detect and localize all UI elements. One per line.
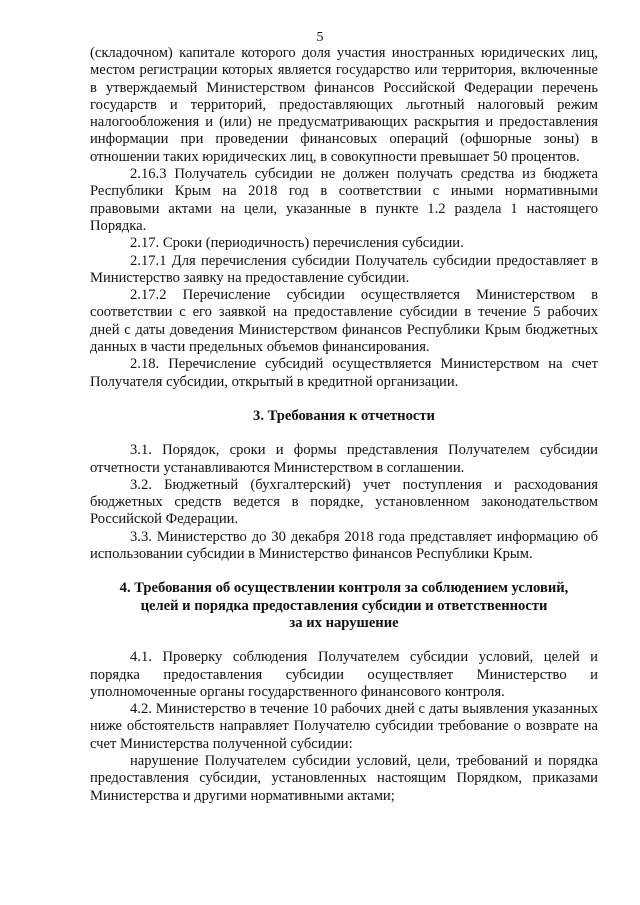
section-3-heading: 3. Требования к отчетности — [253, 407, 435, 424]
paragraph-4-2: 4.2. Министерство в течение 10 рабочих дней с даты выявления указанных ниже обстоятельств направляет Получателю субсидии требование о возврате на счет Министерства полученной субсидии: — [90, 701, 598, 752]
section-4-heading-line-1: 4. Требования об осуществлении контроля за соблюдением условий, — [119, 580, 569, 597]
section-4-heading — [90, 580, 598, 632]
paragraph-2-17-1: 2.17.1 Для перечисления субсидии Получатель субсидии предоставляет в Министерство заявку на предоставление субсидии. — [90, 252, 598, 286]
paragraph-3-3: 3.3. Министерство до 30 декабря 2018 года представляет информацию об использовании субсидии в Министерство финансов Республики Крым. — [90, 528, 598, 563]
paragraph-2-18: 2.18. Перечисление субсидий осуществляется Министерством на счет Получателя субсидии, открытый в кредитной организации. — [90, 356, 598, 390]
page-number: 5 — [316, 30, 324, 45]
paragraph-3-1: 3.1. Порядок, сроки и формы представления Получателем субсидии отчетности устанавливаются Министерством в соглашении. — [90, 442, 598, 476]
paragraph-2-16-3: 2.16.3 Получатель субсидии не должен получать средства из бюджета Республики Крым на 2018 год в соответствии с иными нормативными правовыми актами на цели, указанные в пункте 1.2 раздела 1 настоящего Порядка. — [90, 166, 598, 234]
section-4-heading-line-2: целей и порядка предоставления субсидии и ответственности — [140, 597, 548, 614]
paragraph-3-2: 3.2. Бюджетный (бухгалтерский) учет поступления и расходования бюджетных средств ведется в порядке, установленном законодательством Российской Федерации. — [90, 476, 598, 528]
paragraph-4-1: 4.1. Проверку соблюдения Получателем субсидии условий, целей и порядка предоставления субсидии осуществляет Министерство и уполномоченные органы государственного финансового контроля. — [90, 649, 598, 700]
paragraph-2-17: 2.17. Сроки (периодичность) перечисления субсидии. — [130, 235, 464, 252]
paragraph-2-17-2: 2.17.2 Перечисление субсидии осуществляется Министерством в соответствии с его заявкой на предоставление субсидии в течение 5 рабочих дней с даты доведения Министерством финансов Республики Крым бюджетных данных в части предельных объемов финансирования. — [90, 287, 598, 356]
section-4-heading-line-3: за их нарушение — [289, 614, 399, 631]
page-body — [90, 45, 598, 805]
paragraph-continuation: (складочном) капитале которого доля участия иностранных юридических лиц, местом регистрации которых является государство или территория, включенные в утверждаемый Министерством финансов Российской Федерации перечень государств и территорий, предоставляющих льготный налоговый режим налогообложения и (или) не предусматривающих раскрытия и предоставления информации при проведении финансовых операций (офшорные зоны) в отношении таких юридических лиц, в совокупности превышает 50 процентов. — [90, 45, 598, 165]
paragraph-4-2-item: нарушение Получателем субсидии условий, цели, требований и порядка предоставления субсидии, установленных настоящим Порядком, приказами Министерства и другими нормативными актами; — [90, 752, 598, 804]
